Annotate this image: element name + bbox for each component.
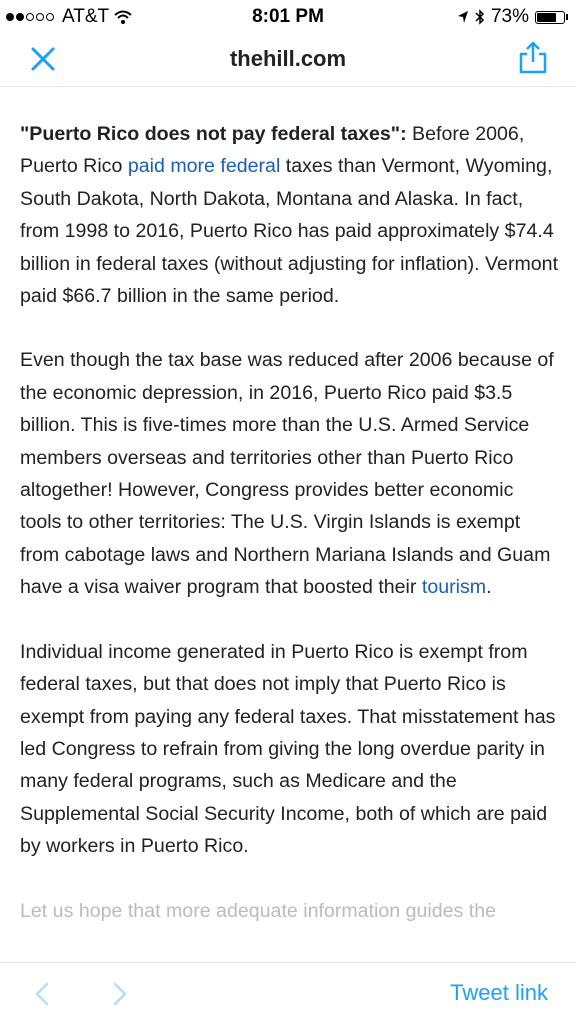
article-body xyxy=(20,118,560,922)
paragraph-2-text-b: . xyxy=(486,576,492,599)
paragraph-2-text-a: Even though the tax base was reduced after 2006 because of the economic depression, in 2016, Puerto Rico paid $3.5 billion. This is five-times more than the U.S. Armed Service members overseas and territories other than Puerto Rico altogether! However, Congress provides better economic tools to other territories: The U.S. Virgin Islands is exempt from cabotage laws and Northern Mariana Islands and Guam have a visa waiver program that boosted their xyxy=(20,349,554,599)
tourism-link[interactable]: tourism xyxy=(421,576,487,599)
paragraph-2 xyxy=(20,344,560,603)
paragraph-3: Individual income generated in Puerto Rico is exempt from federal taxes, but that does not imply that Puerto Rico is exempt from paying any federal taxes. That misstatement has led Congress to refrain from giving the long overdue parity in many federal programs, such as Medicare and the Supplemental Social Security Income, both of which are paid by workers in Puerto Rico. xyxy=(20,640,556,858)
tweet-link-button[interactable]: Tweet link xyxy=(450,980,548,1005)
share-icon[interactable] xyxy=(516,40,550,76)
status-right xyxy=(457,6,568,28)
paragraph-1-text-a: Before 2006, Puerto Rico xyxy=(20,123,525,178)
quoted-claim: "Puerto Rico does not pay federal taxes": xyxy=(20,123,407,145)
nav-bar xyxy=(0,34,576,87)
battery-tip xyxy=(566,14,568,20)
battery-icon xyxy=(535,11,565,24)
paragraph-4-partial: Let us hope that more adequate information guides the xyxy=(20,899,497,922)
location-icon xyxy=(457,10,469,24)
paragraph-1 xyxy=(20,118,560,312)
bottom-toolbar xyxy=(0,962,576,1025)
page-title: thehill.com xyxy=(229,46,347,71)
battery-percent: 73% xyxy=(490,6,529,27)
paragraph-1-text-b: taxes than Vermont, Wyoming, South Dakota, North Dakota, Montana and Alaska. In fact, from 1998 to 2016, Puerto Rico has paid approximately $74.4 billion in federal taxes (without adjusting for inflation). Vermont paid $66.7 billion in the same period. xyxy=(20,155,559,308)
status-time: 8:01 PM xyxy=(252,6,324,27)
bluetooth-icon xyxy=(475,9,485,25)
carrier-label: AT&T xyxy=(62,6,110,27)
paid-more-federal-link[interactable]: paid more federal xyxy=(127,155,281,178)
chevron-right-icon[interactable] xyxy=(110,981,130,1007)
chevron-left-icon[interactable] xyxy=(32,981,52,1007)
status-bar xyxy=(0,0,576,34)
